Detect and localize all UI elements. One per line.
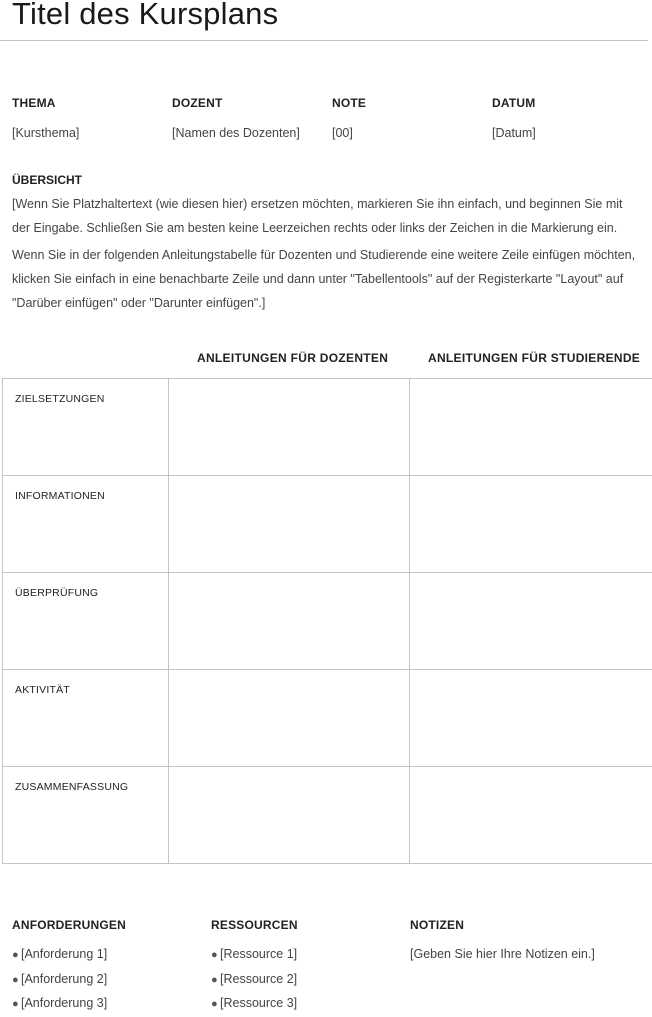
- teacher-instructions-cell[interactable]: [169, 379, 410, 476]
- title-divider: [0, 40, 648, 41]
- date-field[interactable]: [Datum]: [492, 126, 536, 140]
- bullet-icon: ●: [211, 968, 220, 993]
- topic-field[interactable]: [Kursthema]: [12, 126, 79, 140]
- instructions-table: [2, 378, 652, 864]
- table-row: [3, 379, 652, 476]
- bullet-icon: ●: [211, 943, 220, 968]
- requirement-text: [Anforderung 1]: [21, 947, 107, 961]
- row-label-activity: AKTIVITÄT: [3, 670, 169, 767]
- resources-heading: RESSOURCEN: [211, 918, 298, 932]
- notes-field[interactable]: [Geben Sie hier Ihre Notizen ein.]: [410, 942, 595, 967]
- table-row: [3, 476, 652, 573]
- student-instructions-cell[interactable]: [410, 379, 652, 476]
- requirement-text: [Anforderung 2]: [21, 972, 107, 986]
- notes-heading: NOTIZEN: [410, 918, 464, 932]
- list-item[interactable]: [12, 942, 107, 967]
- meta-label-date: DATUM: [492, 96, 535, 110]
- student-instructions-cell[interactable]: [410, 767, 652, 864]
- bullet-icon: ●: [12, 992, 21, 1017]
- list-item[interactable]: [211, 967, 297, 992]
- student-instructions-cell[interactable]: [410, 670, 652, 767]
- row-label-objectives: ZIELSETZUNGEN: [3, 379, 169, 476]
- resource-text: [Ressource 3]: [220, 996, 297, 1010]
- meta-label-grade: NOTE: [332, 96, 366, 110]
- instructor-field[interactable]: [Namen des Dozenten]: [172, 126, 300, 140]
- page-title: Titel des Kursplans: [12, 0, 278, 32]
- requirements-list: [12, 942, 107, 1016]
- row-label-information: INFORMATIONEN: [3, 476, 169, 573]
- meta-label-instructor: DOZENT: [172, 96, 223, 110]
- requirements-heading: ANFORDERUNGEN: [12, 918, 126, 932]
- bullet-icon: ●: [12, 943, 21, 968]
- list-item[interactable]: [211, 942, 297, 967]
- teacher-instructions-cell[interactable]: [169, 476, 410, 573]
- resource-text: [Ressource 2]: [220, 972, 297, 986]
- meta-label-topic: THEMA: [12, 96, 56, 110]
- table-row: [3, 670, 652, 767]
- student-instructions-cell[interactable]: [410, 573, 652, 670]
- teacher-instructions-cell[interactable]: [169, 573, 410, 670]
- requirement-text: [Anforderung 3]: [21, 996, 107, 1010]
- bullet-icon: ●: [211, 992, 220, 1017]
- list-item[interactable]: [12, 967, 107, 992]
- student-instructions-header: ANLEITUNGEN FÜR STUDIERENDE: [428, 351, 640, 365]
- row-label-verification: ÜBERPRÜFUNG: [3, 573, 169, 670]
- table-row: [3, 573, 652, 670]
- student-instructions-cell[interactable]: [410, 476, 652, 573]
- grade-field[interactable]: [00]: [332, 126, 353, 140]
- row-label-summary: ZUSAMMENFASSUNG: [3, 767, 169, 864]
- table-row: [3, 767, 652, 864]
- teacher-instructions-cell[interactable]: [169, 767, 410, 864]
- teacher-instructions-header: ANLEITUNGEN FÜR DOZENTEN: [197, 351, 388, 365]
- overview-paragraph[interactable]: [Wenn Sie Platzhaltertext (wie diesen hier) ersetzen möchten, markieren Sie ihn einfach, und beginnen Sie mit der Eingabe. Schließen Sie am besten keine Leerzeichen rechts oder links der Zeichen in die Markierung ein.: [12, 192, 642, 240]
- teacher-instructions-cell[interactable]: [169, 670, 410, 767]
- resources-list: [211, 942, 297, 1016]
- resource-text: [Ressource 1]: [220, 947, 297, 961]
- bullet-icon: ●: [12, 968, 21, 993]
- overview-paragraph[interactable]: Wenn Sie in der folgenden Anleitungstabelle für Dozenten und Studierende eine weitere Zeile einfügen möchten, klicken Sie einfach in eine benachbarte Zeile und dann unter "Tabellentools" auf der Registerkarte "Layout" auf "Darüber einfügen" oder "Darunter einfügen".]: [12, 243, 642, 315]
- overview-heading: ÜBERSICHT: [12, 173, 82, 187]
